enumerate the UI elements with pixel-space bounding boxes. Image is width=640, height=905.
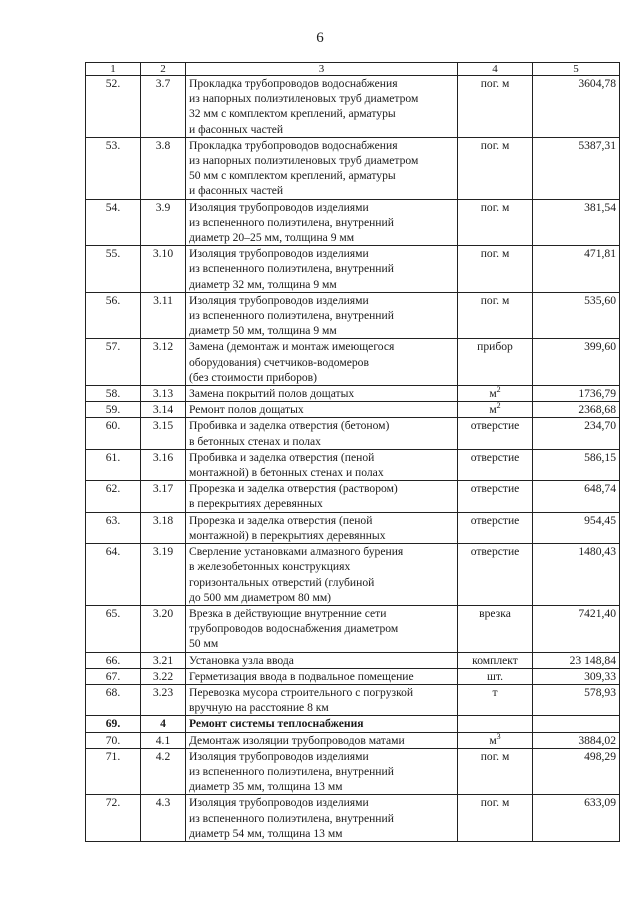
row-number: 57. xyxy=(86,339,141,386)
unit-of-measure xyxy=(458,137,533,199)
item-code: 3.21 xyxy=(141,652,186,668)
work-description xyxy=(186,386,458,402)
unit-of-measure xyxy=(458,544,533,606)
unit-of-measure xyxy=(458,386,533,402)
work-description-text: Прорезка и заделка отверстия (пеной монтажной) в перекрытиях деревянных xyxy=(189,513,386,542)
work-description-text: Изоляция трубопроводов изделиями из вспененного полиэтилена, внутренний диаметр 54 мм, толщина 13 мм xyxy=(189,796,394,840)
work-description-text: Установка узла ввода xyxy=(189,653,294,667)
header-cell-4: 4 xyxy=(458,63,533,76)
row-number: 53. xyxy=(86,137,141,199)
table-row xyxy=(86,652,620,668)
price-value: 535,60 xyxy=(533,292,620,339)
work-description xyxy=(186,605,458,652)
table-row xyxy=(86,748,620,795)
table-row xyxy=(86,481,620,512)
price-value: 578,93 xyxy=(533,684,620,715)
work-description-text: Изоляция трубопроводов изделиями из вспененного полиэтилена, внутренний диаметр 32 мм, толщина 9 мм xyxy=(189,247,394,291)
work-description xyxy=(186,544,458,606)
work-description xyxy=(186,418,458,449)
table-row xyxy=(86,246,620,293)
unit-text: прибор xyxy=(477,340,513,354)
unit-text: отверстие xyxy=(470,450,520,464)
work-description xyxy=(186,199,458,246)
work-description xyxy=(186,137,458,199)
unit-of-measure xyxy=(458,605,533,652)
unit-text: отверстие xyxy=(470,419,520,433)
table-row xyxy=(86,605,620,652)
price-value xyxy=(533,716,620,732)
unit-of-measure xyxy=(458,339,533,386)
item-code: 3.12 xyxy=(141,339,186,386)
unit-of-measure xyxy=(458,76,533,138)
row-number: 64. xyxy=(86,544,141,606)
work-description-text: Замена (демонтаж и монтаж имеющегося оборудования) счетчиков-водомеров (без стоимости приборов) xyxy=(189,340,395,384)
unit-of-measure xyxy=(458,512,533,543)
row-number: 54. xyxy=(86,199,141,246)
unit-of-measure xyxy=(458,418,533,449)
unit-text: отверстие xyxy=(470,545,520,559)
unit-text: пог. м xyxy=(480,77,510,90)
item-code: 3.7 xyxy=(141,76,186,138)
unit-text: м xyxy=(489,733,497,747)
unit-text: пог. м xyxy=(480,293,510,307)
unit-text: пог. м xyxy=(480,749,510,763)
work-description-text: Герметизация ввода в подвальное помещение xyxy=(189,669,414,683)
unit-of-measure xyxy=(458,748,533,795)
header-cell-1: 1 xyxy=(86,63,141,76)
row-number: 56. xyxy=(86,292,141,339)
item-code: 4.2 xyxy=(141,748,186,795)
table-row xyxy=(86,402,620,418)
unit-text: пог. м xyxy=(480,200,510,214)
unit-of-measure xyxy=(458,684,533,715)
unit-of-measure xyxy=(458,246,533,293)
price-value: 234,70 xyxy=(533,418,620,449)
item-code: 3.13 xyxy=(141,386,186,402)
unit-superscript: 3 xyxy=(496,732,501,741)
row-number: 65. xyxy=(86,605,141,652)
unit-superscript: 2 xyxy=(496,401,501,411)
price-value: 2368,68 xyxy=(533,402,620,418)
page-number: 6 xyxy=(316,30,324,46)
work-description xyxy=(186,402,458,418)
work-description-text: Изоляция трубопроводов изделиями из вспененного полиэтилена, внутренний диаметр 35 мм, толщина 13 мм xyxy=(189,749,394,794)
price-table xyxy=(85,62,620,842)
header-cell-2: 2 xyxy=(141,63,186,76)
price-value: 309,33 xyxy=(533,668,620,684)
work-description xyxy=(186,652,458,668)
work-description xyxy=(186,246,458,293)
price-value: 1736,79 xyxy=(533,386,620,402)
unit-text: м xyxy=(489,403,497,417)
unit-text: отверстие xyxy=(470,513,520,527)
row-number: 52. xyxy=(86,76,141,138)
price-value: 5387,31 xyxy=(533,137,620,199)
price-value: 23 148,84 xyxy=(533,652,620,668)
unit-text: пог. м xyxy=(480,247,510,261)
work-description-text: Прорезка и заделка отверстия (раствором) в перекрытиях деревянных xyxy=(189,482,398,511)
table-row xyxy=(86,512,620,543)
unit-of-measure xyxy=(458,199,533,246)
unit-of-measure xyxy=(458,795,533,842)
unit-text: пог. м xyxy=(480,138,510,152)
unit-text: пог. м xyxy=(480,796,510,810)
price-value: 381,54 xyxy=(533,199,620,246)
unit-of-measure xyxy=(458,481,533,512)
item-code: 4.3 xyxy=(141,795,186,842)
table-row xyxy=(86,795,620,842)
item-code: 3.8 xyxy=(141,137,186,199)
work-description-text: Ремонт полов дощатых xyxy=(189,403,304,417)
price-value: 954,45 xyxy=(533,512,620,543)
work-description xyxy=(186,76,458,138)
row-number: 66. xyxy=(86,652,141,668)
item-code: 3.22 xyxy=(141,668,186,684)
unit-of-measure xyxy=(458,402,533,418)
unit-of-measure xyxy=(458,668,533,684)
item-code: 3.15 xyxy=(141,418,186,449)
item-code: 3.23 xyxy=(141,684,186,715)
price-value: 3604,78 xyxy=(533,76,620,138)
work-description xyxy=(186,795,458,842)
work-description-text: Прокладка трубопроводов водоснабжения из напорных полиэтиленовых труб диаметром 32 мм с комплектом креплений, арматуры и фасонных частей xyxy=(189,77,419,136)
unit-of-measure xyxy=(458,292,533,339)
table-row xyxy=(86,339,620,386)
work-description xyxy=(186,292,458,339)
item-code: 3.10 xyxy=(141,246,186,293)
row-number: 71. xyxy=(86,748,141,795)
unit-of-measure xyxy=(458,716,533,732)
table-row xyxy=(86,199,620,246)
header-cell-5: 5 xyxy=(533,63,620,76)
work-description-text: Изоляция трубопроводов изделиями из вспененного полиэтилена, внутренний диаметр 20–25 мм, толщина 9 мм xyxy=(189,200,394,245)
item-code: 3.14 xyxy=(141,402,186,418)
work-description-text: Пробивка и заделка отверстия (пеной монтажной) в бетонных стенах и полах xyxy=(189,450,384,480)
item-code: 3.18 xyxy=(141,512,186,543)
unit-text: врезка xyxy=(479,606,511,620)
row-number: 63. xyxy=(86,512,141,543)
table-header-row xyxy=(86,63,620,76)
price-value: 586,15 xyxy=(533,449,620,480)
unit-text: комплект xyxy=(472,653,518,667)
row-number: 62. xyxy=(86,481,141,512)
unit-of-measure xyxy=(458,732,533,748)
price-value: 3884,02 xyxy=(533,732,620,748)
unit-superscript: 2 xyxy=(496,385,501,395)
work-description xyxy=(186,481,458,512)
unit-text: шт. xyxy=(486,669,504,683)
work-description xyxy=(186,668,458,684)
row-number: 55. xyxy=(86,246,141,293)
header-cell-3: 3 xyxy=(186,63,458,76)
price-value: 498,29 xyxy=(533,748,620,795)
row-number: 67. xyxy=(86,668,141,684)
table-row xyxy=(86,732,620,748)
item-code: 3.20 xyxy=(141,605,186,652)
unit-text: отверстие xyxy=(470,482,520,496)
unit-text: т xyxy=(492,685,498,699)
unit-of-measure xyxy=(458,652,533,668)
price-value: 1480,43 xyxy=(533,544,620,606)
row-number: 72. xyxy=(86,795,141,842)
table-row xyxy=(86,684,620,715)
table-row xyxy=(86,137,620,199)
price-value: 7421,40 xyxy=(533,605,620,652)
price-value: 399,60 xyxy=(533,339,620,386)
work-description xyxy=(186,684,458,715)
table-row xyxy=(86,292,620,339)
table-row xyxy=(86,386,620,402)
item-code: 3.11 xyxy=(141,292,186,339)
work-description-text: Замена покрытий полов дощатых xyxy=(189,387,355,401)
work-description-text: Изоляция трубопроводов изделиями из вспененного полиэтилена, внутренний диаметр 50 мм, толщина 9 мм xyxy=(189,293,394,338)
work-description-text: Пробивка и заделка отверстия (бетоном) в бетонных стенах и полах xyxy=(189,419,390,448)
work-description-text: Демонтаж изоляции трубопроводов матами xyxy=(189,733,405,747)
work-description xyxy=(186,449,458,480)
table-row xyxy=(86,449,620,480)
price-value: 648,74 xyxy=(533,481,620,512)
row-number: 60. xyxy=(86,418,141,449)
row-number: 58. xyxy=(86,386,141,402)
row-number: 59. xyxy=(86,402,141,418)
work-description-text: Сверление установками алмазного бурения в железобетонных конструкциях горизонтальных отверстий (глубиной до 500 мм диаметром 80 мм) xyxy=(189,545,404,604)
price-value: 633,09 xyxy=(533,795,620,842)
table-row xyxy=(86,668,620,684)
work-description xyxy=(186,716,458,732)
unit-of-measure xyxy=(458,449,533,480)
item-code: 4 xyxy=(141,716,186,732)
item-code: 3.17 xyxy=(141,481,186,512)
work-description xyxy=(186,339,458,386)
table-row xyxy=(86,418,620,449)
item-code: 4.1 xyxy=(141,732,186,748)
work-description-text: Прокладка трубопроводов водоснабжения из напорных полиэтиленовых труб диаметром 50 мм с комплектом креплений, арматуры и фасонных частей xyxy=(189,138,419,198)
work-description xyxy=(186,732,458,748)
row-number: 61. xyxy=(86,449,141,480)
row-number: 68. xyxy=(86,684,141,715)
table-section-row xyxy=(86,716,620,732)
work-description xyxy=(186,512,458,543)
work-description-text: Врезка в действующие внутренние сети трубопроводов водоснабжения диаметром 50 мм xyxy=(189,606,399,651)
work-description xyxy=(186,748,458,795)
price-value: 471,81 xyxy=(533,246,620,293)
row-number: 69. xyxy=(86,716,141,732)
item-code: 3.16 xyxy=(141,449,186,480)
row-number: 70. xyxy=(86,732,141,748)
unit-text: м xyxy=(489,387,497,401)
table-row xyxy=(86,76,620,138)
work-description-text: Перевозка мусора строительного с погрузкой вручную на расстояние 8 км xyxy=(189,685,414,715)
table-row xyxy=(86,544,620,606)
item-code: 3.19 xyxy=(141,544,186,606)
work-description-text: Ремонт системы теплоснабжения xyxy=(189,717,364,731)
item-code: 3.9 xyxy=(141,199,186,246)
